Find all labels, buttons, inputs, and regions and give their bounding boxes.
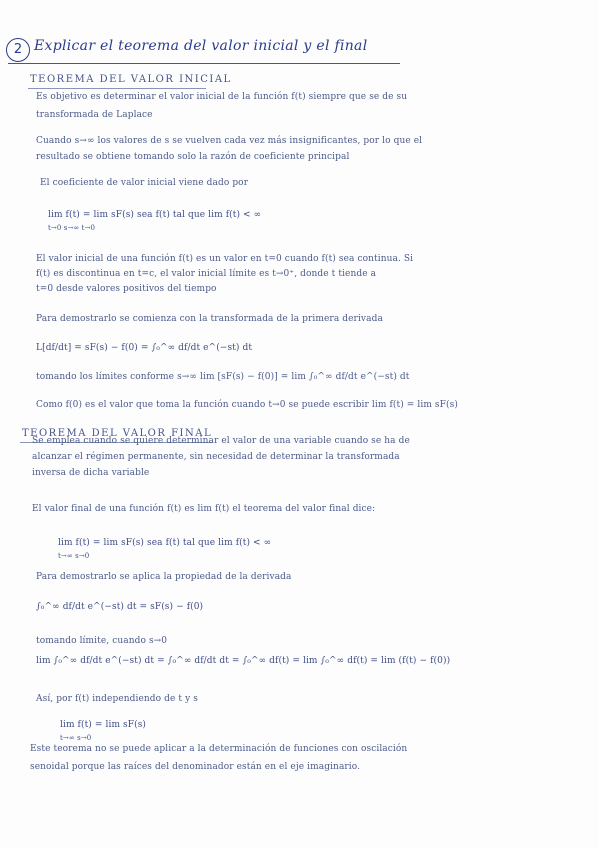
final-line: Así, por f(t) independiendo de t y s [36,694,198,704]
initial-formula-sub: t→0 s→∞ t→0 [48,224,96,232]
title-underline [8,63,400,64]
final-formula: ∫₀^∞ df/dt e^(−st) dt = sF(s) − f(0) [36,602,204,612]
final-line: El valor final de una función f(t) es lim f(t) el teorema del valor final dice: [32,504,376,514]
final-formula-sub: t→∞ s→0 [60,734,92,742]
initial-line: El coeficiente de valor inicial viene dado por [40,178,249,188]
initial-line: t=0 desde valores positivos del tiempo [36,284,217,294]
final-line: Se emplea cuando se quiere determinar el valor de una variable cuando se ha de [32,436,410,446]
final-line: alcanzar el régimen permanente, sin necesidad de determinar la transformada [32,452,400,462]
initial-formula: lim f(t) = lim sF(s) sea f(t) tal que lim f(t) < ∞ [48,210,262,220]
final-line: inversa de dicha variable [32,468,150,478]
initial-line: f(t) es discontinua en t=c, el valor inicial límite es t→0⁺, donde t tiende a [36,269,377,279]
initial-line: Cuando s→∞ los valores de s se vuelven cada vez más insignificantes, por lo que el [36,136,423,146]
final-formula-sub: t→∞ s→0 [58,552,90,560]
heading-initial-value: TEOREMA DEL VALOR INICIAL [30,74,232,85]
heading-final-value: TEOREMA DEL VALOR FINAL [22,428,213,439]
heading-initial-underline [28,88,206,89]
initial-formula: L[df/dt] = sF(s) − f(0) = ∫₀^∞ df/dt e^(−st) dt [36,343,253,353]
initial-line: transformada de Laplace [36,110,153,120]
final-line: Este teorema no se puede aplicar a la determinación de funciones con oscilación [30,744,408,754]
final-line: tomando límite, cuando s→0 [36,636,168,646]
initial-line: tomando los límites conforme s→∞ lim [sF(s) − f(0)] = lim ∫₀^∞ df/dt e^(−st) dt [36,372,410,382]
section-number: 2 [6,38,30,62]
final-formula: lim ∫₀^∞ df/dt e^(−st) dt = ∫₀^∞ df/dt dt = ∫₀^∞ df(t) = lim ∫₀^∞ df(t) = lim (f(t) − f(0)) [36,656,451,666]
initial-line: Es objetivo es determinar el valor inicial de la función f(t) siempre que se de su [36,92,408,102]
page-title: Explicar el teorema del valor inicial y el final [34,38,368,54]
final-formula: lim f(t) = lim sF(s) sea f(t) tal que lim f(t) < ∞ [58,538,272,548]
initial-line: El valor inicial de una función f(t) es un valor en t=0 cuando f(t) sea continua. Si [36,254,414,264]
initial-line: Para demostrarlo se comienza con la transformada de la primera derivada [36,314,383,324]
initial-line: resultado se obtiene tomando solo la razón de coeficiente principal [36,152,350,162]
initial-line: Como f(0) es el valor que toma la función cuando t→0 se puede escribir lim f(t) = lim sF(s) [36,400,458,410]
final-formula: lim f(t) = lim sF(s) [60,720,147,730]
final-line: Para demostrarlo se aplica la propiedad de la derivada [36,572,292,582]
final-line: senoidal porque las raíces del denominador están en el eje imaginario. [30,762,361,772]
